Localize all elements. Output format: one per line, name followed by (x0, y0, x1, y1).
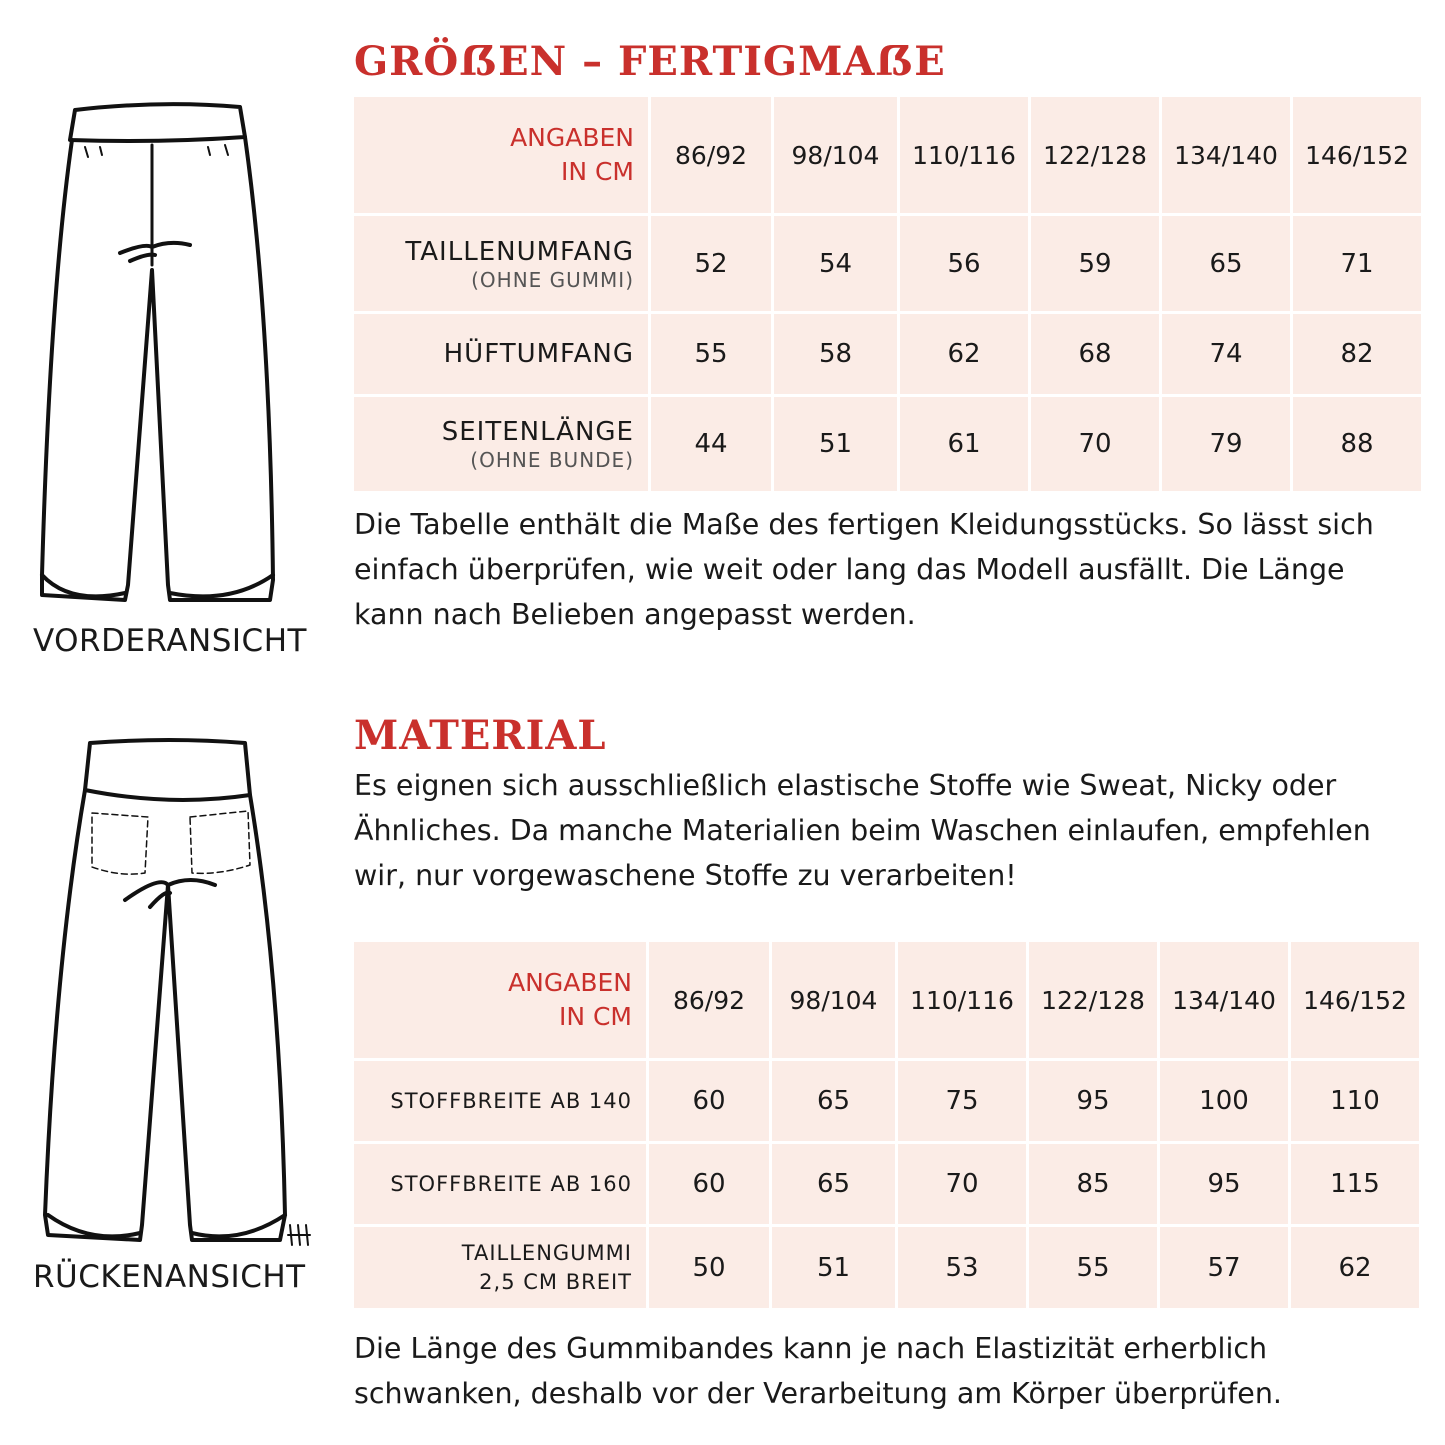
front-view-label: VORDERANSICHT (33, 623, 307, 659)
row-label (354, 397, 648, 491)
row-label: STOFFBREITE AB 140 (354, 1061, 646, 1141)
size-column-header: 134/140 (1162, 97, 1290, 213)
table-cell: 70 (898, 1144, 1026, 1224)
table-cell: 85 (1029, 1144, 1157, 1224)
table-cell: 53 (898, 1227, 1026, 1308)
header-label-line: ANGABEN (508, 968, 632, 997)
row-label-sub: (OHNE BUNDE) (470, 448, 634, 472)
table-row (354, 216, 1421, 311)
table-cell: 60 (649, 1061, 769, 1141)
material-table (351, 939, 1422, 1311)
header-label-line: IN CM (558, 1002, 632, 1031)
table-cell: 65 (772, 1144, 895, 1224)
size-column-header: 134/140 (1160, 942, 1288, 1058)
row-label: STOFFBREITE AB 160 (354, 1144, 646, 1224)
size-column-header: 86/92 (651, 97, 771, 213)
table-cell: 68 (1031, 314, 1159, 394)
back-view-label: RÜCKENANSICHT (33, 1259, 306, 1295)
table-cell: 51 (772, 1227, 895, 1308)
table-cell: 56 (900, 216, 1028, 311)
table-cell: 58 (774, 314, 897, 394)
front-view-sketch (30, 95, 310, 615)
size-column-header: 110/116 (900, 97, 1028, 213)
table-cell: 71 (1293, 216, 1421, 311)
table-cell: 62 (900, 314, 1028, 394)
size-column-header: 122/128 (1029, 942, 1157, 1058)
sizes-header-row (354, 97, 1421, 213)
size-column-header: 146/152 (1293, 97, 1421, 213)
size-column-header: 110/116 (898, 942, 1026, 1058)
row-label (354, 314, 648, 394)
header-label-line: IN CM (560, 157, 634, 186)
row-label-text: 2,5 CM BREIT (479, 1269, 632, 1294)
table-cell: 70 (1031, 397, 1159, 491)
row-label (354, 216, 648, 311)
material-note: Die Länge des Gummibandes kann je nach Elastizität erherblich schwanken, deshalb vor der Verarbeitung am Körper überprüfen. (354, 1332, 1282, 1410)
row-label-text: HÜFTUMFANG (443, 339, 634, 369)
table-cell: 82 (1293, 314, 1421, 394)
back-view-sketch (30, 735, 330, 1255)
table-cell: 52 (651, 216, 771, 311)
table-cell: 55 (651, 314, 771, 394)
table-cell: 61 (900, 397, 1028, 491)
table-cell: 60 (649, 1144, 769, 1224)
sizes-heading: GRÖẞEN – FERTIGMAẞE (354, 38, 946, 85)
table-cell: 50 (649, 1227, 769, 1308)
table-cell: 59 (1031, 216, 1159, 311)
table-cell: 51 (774, 397, 897, 491)
table-row (354, 1227, 1419, 1308)
size-column-header: 98/104 (772, 942, 895, 1058)
row-label-text: SEITENLÄNGE (441, 417, 634, 447)
size-column-header: 98/104 (774, 97, 897, 213)
table-cell: 95 (1029, 1061, 1157, 1141)
table-cell: 55 (1029, 1227, 1157, 1308)
table-cell: 100 (1160, 1061, 1288, 1141)
size-column-header: 146/152 (1291, 942, 1419, 1058)
table-cell: 57 (1160, 1227, 1288, 1308)
table-cell: 88 (1293, 397, 1421, 491)
material-text: Es eignen sich ausschließlich elastische Stoffe wie Sweat, Nicky oder Ähnliches. Da manche Materialien beim Waschen einlaufen, empfehlen wir, nur vorgewaschene Stoffe zu verarbeiten! (354, 769, 1371, 892)
table-cell: 54 (774, 216, 897, 311)
size-column-header: 86/92 (649, 942, 769, 1058)
row-label (354, 1227, 646, 1308)
size-column-header: 122/128 (1031, 97, 1159, 213)
table-row (354, 1144, 1419, 1224)
table-cell: 75 (898, 1061, 1026, 1141)
table-cell: 79 (1162, 397, 1290, 491)
material-header-row (354, 942, 1419, 1058)
table-cell: 65 (772, 1061, 895, 1141)
row-label-text: TAILLENGUMMI (461, 1240, 632, 1265)
sizes-table (351, 94, 1424, 494)
table-row (354, 314, 1421, 394)
row-label-text: TAILLENUMFANG (405, 236, 634, 267)
table-row (354, 1061, 1419, 1141)
table-cell: 95 (1160, 1144, 1288, 1224)
table-cell: 110 (1291, 1061, 1419, 1141)
material-header-label (354, 942, 646, 1058)
sizes-header-label (354, 97, 648, 213)
table-cell: 62 (1291, 1227, 1419, 1308)
table-cell: 44 (651, 397, 771, 491)
material-heading: MATERIAL (354, 712, 607, 759)
header-label-line: ANGABEN (510, 123, 634, 152)
table-cell: 65 (1162, 216, 1290, 311)
table-cell: 74 (1162, 314, 1290, 394)
table-row (354, 397, 1421, 491)
sizes-note: Die Tabelle enthält die Maße des fertigen Kleidungsstücks. So lässt sich einfach überprüfen, wie weit oder lang das Modell ausfällt. Die Länge kann nach Belieben angepasst werden. (354, 508, 1374, 631)
table-cell: 115 (1291, 1144, 1419, 1224)
row-label-sub: (OHNE GUMMI) (471, 267, 634, 292)
